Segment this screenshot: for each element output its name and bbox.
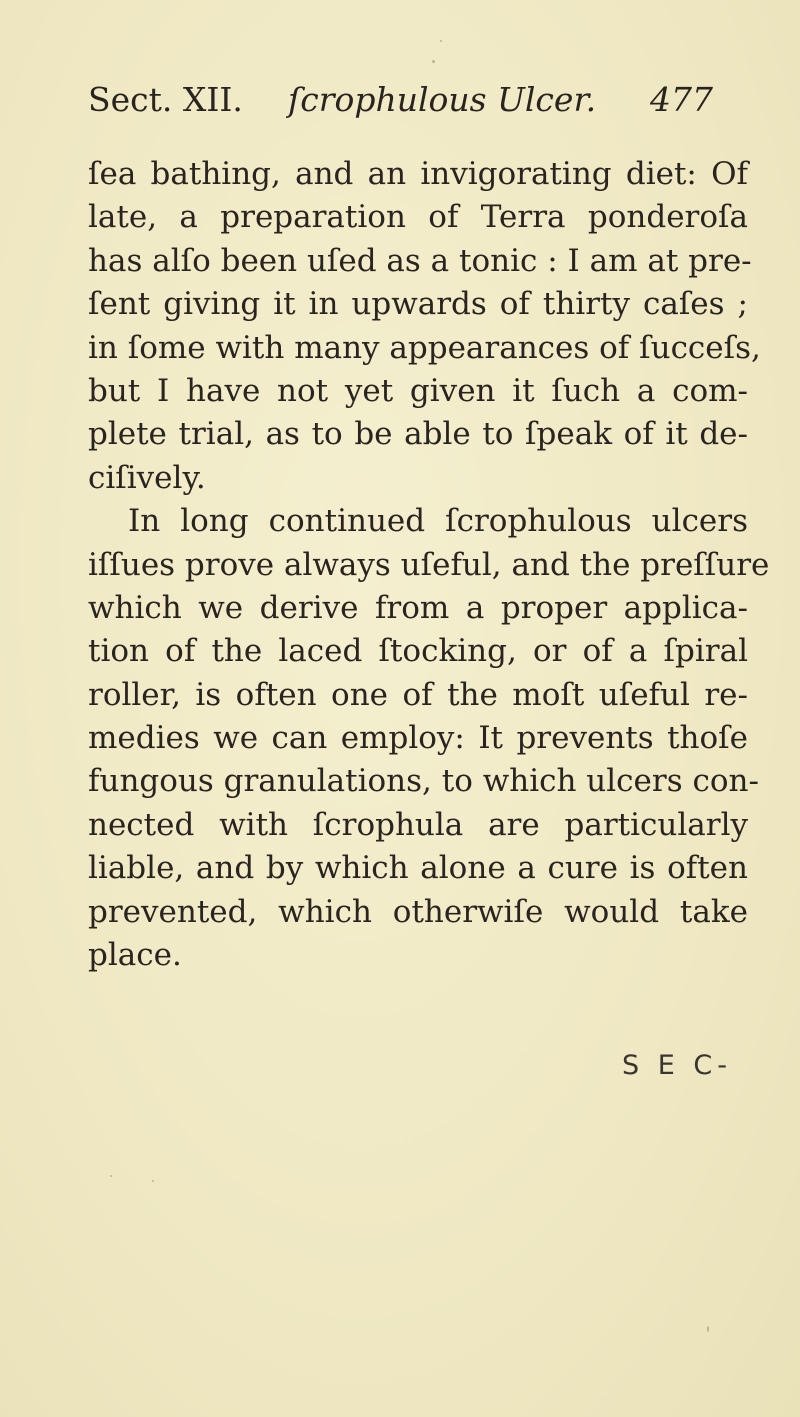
text-line: fungous granulations, to which ulcers con- [88,763,759,800]
text-line: late, a preparation of Terra ponderoſa [88,199,748,236]
text-line: tion of the laced ſtocking, or of a ſpiral [88,633,748,670]
page-number: 477 [650,80,713,119]
running-header [88,78,718,122]
text-line: which we derive from a proper applica- [88,589,748,626]
text-line: In long continued ſcrophulous ulcers [128,503,748,540]
text-line: roller, is often one of the moſt uſeful re- [88,676,748,713]
paper-speck [152,1180,154,1182]
paper-speck [707,1326,709,1332]
text-line: place. [88,937,182,974]
text-line: ſea bathing, and an invigorating diet: Of [88,156,748,192]
paper-speck [110,1175,112,1177]
section-label: Sect. XII. [88,80,243,119]
text-line: has alſo been uſed as a tonic : I am at pre- [88,242,752,279]
text-line: liable, and by which alone a cure is often [88,850,748,887]
paper-speck [432,60,435,63]
text-line: ſent giving it in upwards of thirty caſes ; [88,286,748,323]
paper-speck [440,40,442,42]
text-line: plete trial, as to be able to ſpeak of it de- [88,416,748,453]
catchword: S E C- [622,1050,732,1081]
text-line: in ſome with many appearances of ſucceſs, [88,329,761,366]
text-line: but I have not yet given it ſuch a com- [88,372,748,409]
text-line: medies we can employ: It prevents thoſe [88,720,748,757]
body-text [88,153,770,977]
text-line: nected with ſcrophula are particularly [88,806,748,843]
text-line: prevented, which otherwiſe would take [88,893,748,930]
running-title: ſcrophulous Ulcer. [288,80,597,119]
text-line: ciſively. [88,459,206,496]
text-line: iſſues prove always uſeful, and the preſſure [88,546,770,583]
